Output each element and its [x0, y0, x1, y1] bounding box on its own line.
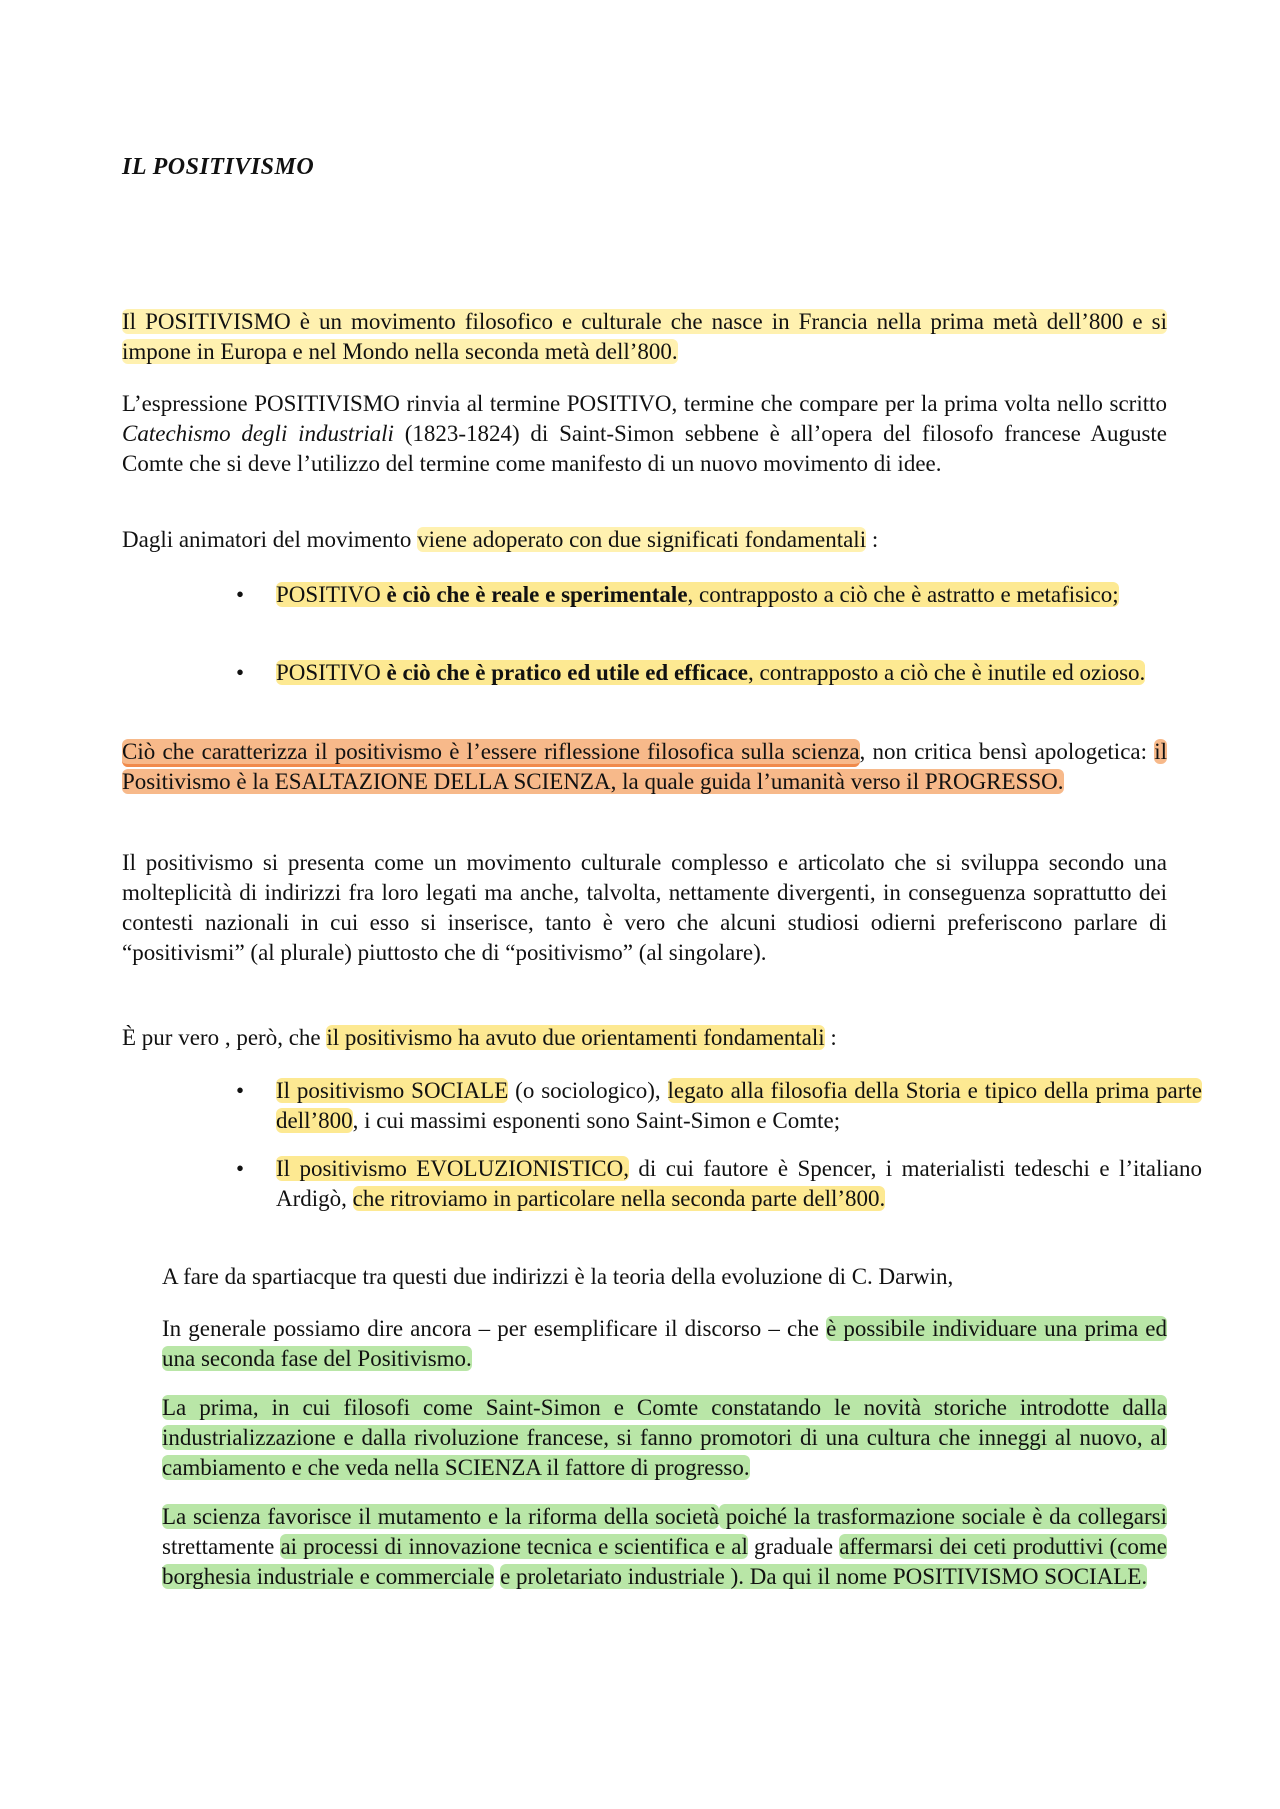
text-run: (1823-1824) di Saint-Simon sebbene è all’opera del filosofo francese Auguste Comte che si deve l’utilizzo del termine come manifesto di un nuovo movimento di idee.: [122, 421, 1167, 476]
highlight-yellow: Il positivismo EVOLUZIONISTICO,: [276, 1156, 629, 1181]
text-run: A fare da spartiacque tra questi due indirizzi è la teoria della evoluzione di C. Darwin,: [162, 1264, 954, 1289]
text-run: , contrapposto a ciò che è astratto e metafisico;: [687, 582, 1119, 607]
bullet-item-real: [236, 580, 1202, 610]
highlight-green: affermarsi dei ceti produttivi (come borghesia industriale e commerciale: [162, 1534, 1167, 1589]
text-run: , contrapposto a ciò che è inutile ed ozioso.: [748, 660, 1146, 685]
paragraph-darwin: [162, 1262, 1167, 1292]
text-run: (o sociologico),: [508, 1078, 668, 1103]
text-run: POSITIVO: [276, 582, 387, 607]
bullet-item-practical: [236, 658, 1202, 688]
highlight-yellow: Il POSITIVISMO è un movimento filosofico e culturale che nasce in Francia nella prima metà dell’800 e si impone in Europa e nel Mondo nella seconda metà dell’800.: [122, 309, 1167, 364]
highlight-yellow: legato alla filosofia della Storia e tipico della prima parte dell’800: [276, 1078, 1203, 1133]
paragraph-science-exaltation: [122, 737, 1167, 797]
text-run: di cui fautore è Spencer, i materialisti tedeschi e l’italiano Ardigò,: [276, 1156, 1202, 1211]
highlight-green: La scienza favorisce il mutamento e la riforma della società: [162, 1504, 720, 1529]
text-run: :: [824, 1025, 837, 1050]
text-run: POSITIVO: [276, 660, 387, 685]
highlight-green: e proletariato industriale ). Da qui il nome POSITIVISMO SOCIALE.: [500, 1564, 1148, 1589]
text-run: Dagli animatori del movimento: [122, 527, 418, 552]
bold-text: è ciò che è reale e sperimentale: [386, 582, 688, 607]
highlight-yellow: che ritroviamo in particolare nella seconda parte dell’800.: [352, 1186, 886, 1211]
paragraph-orientations-intro: [122, 1023, 1167, 1053]
text-run: In generale possiamo dire ancora – per esemplificare il discorso – che: [162, 1316, 827, 1341]
text-run: , non critica bensì apologetica:: [859, 739, 1155, 764]
highlight-yellow: [276, 660, 1145, 685]
book-title: Catechismo degli industriali: [122, 421, 394, 446]
highlight-yellow: il positivismo ha avuto due orientamenti fondamentali: [326, 1025, 825, 1050]
highlight-yellow: viene adoperato con due significati fondamentali: [417, 527, 867, 552]
text-run: L’espressione POSITIVISMO rinvia al termine POSITIVO, termine che compare per la prima volta nello scritto: [122, 391, 1167, 416]
text-run: :: [866, 527, 879, 552]
text-run: graduale: [747, 1534, 840, 1559]
highlight-yellow: [276, 582, 1119, 607]
bullet-item-social: [236, 1076, 1202, 1136]
highlight-green: La prima, in cui filosofi come Saint-Simon e Comte constatando le novità storiche introdotte dalla industrializzazione e dalla rivoluzione francese, si fanno promotori di una cultura che inneggi al nuovo, al cambiamento e che veda nella SCIENZA il fattore di progresso.: [162, 1395, 1167, 1480]
text-run: strettamente: [162, 1534, 281, 1559]
paragraph-social-reform: [162, 1502, 1167, 1592]
paragraph-phases: [162, 1314, 1167, 1374]
highlight-orange: Ciò che caratterizza il positivismo è l’essere riflessione filosofica sulla scienza: [122, 739, 860, 767]
paragraph-meanings-intro: [122, 525, 1167, 555]
paragraph-definition: [122, 307, 1167, 367]
text-run: È pur vero , però, che: [122, 1025, 327, 1050]
highlight-green: è possibile individuare una prima ed una seconda fase del Positivismo.: [162, 1316, 1167, 1371]
paragraph-complexity: [122, 848, 1167, 968]
paragraph-first-phase: [162, 1393, 1167, 1483]
bold-text: è ciò che è pratico ed utile ed efficace: [386, 660, 748, 685]
text-run: Il positivismo si presenta come un movimento culturale complesso e articolato che si sviluppa secondo una molteplicità di indirizzi fra loro legati ma anche, talvolta, nettamente divergenti, in conseguenza soprattutto dei contesti nazionali in cui esso si inserisce, tanto è vero che alcuni studiosi odierni preferiscono parlare di “positivismi” (al plurale) piuttosto che di “positivismo” (al singolare).: [122, 850, 1167, 965]
highlight-green: poiché la trasformazione sociale è da collegarsi: [719, 1504, 1167, 1529]
highlight-orange: il Positivismo è la ESALTAZIONE DELLA SCIENZA, la quale guida l’umanità verso il PROGRESSO.: [122, 739, 1167, 794]
document-title: IL POSITIVISMO: [122, 154, 315, 180]
highlight-yellow: Il positivismo SOCIALE: [276, 1078, 509, 1103]
paragraph-term-origin: [122, 389, 1167, 479]
bullet-item-evolutionist: [236, 1154, 1202, 1214]
text-run: , i cui massimi esponenti sono Saint-Simon e Comte;: [352, 1108, 841, 1133]
highlight-green: ai processi di innovazione tecnica e scientifica e al: [280, 1534, 748, 1559]
